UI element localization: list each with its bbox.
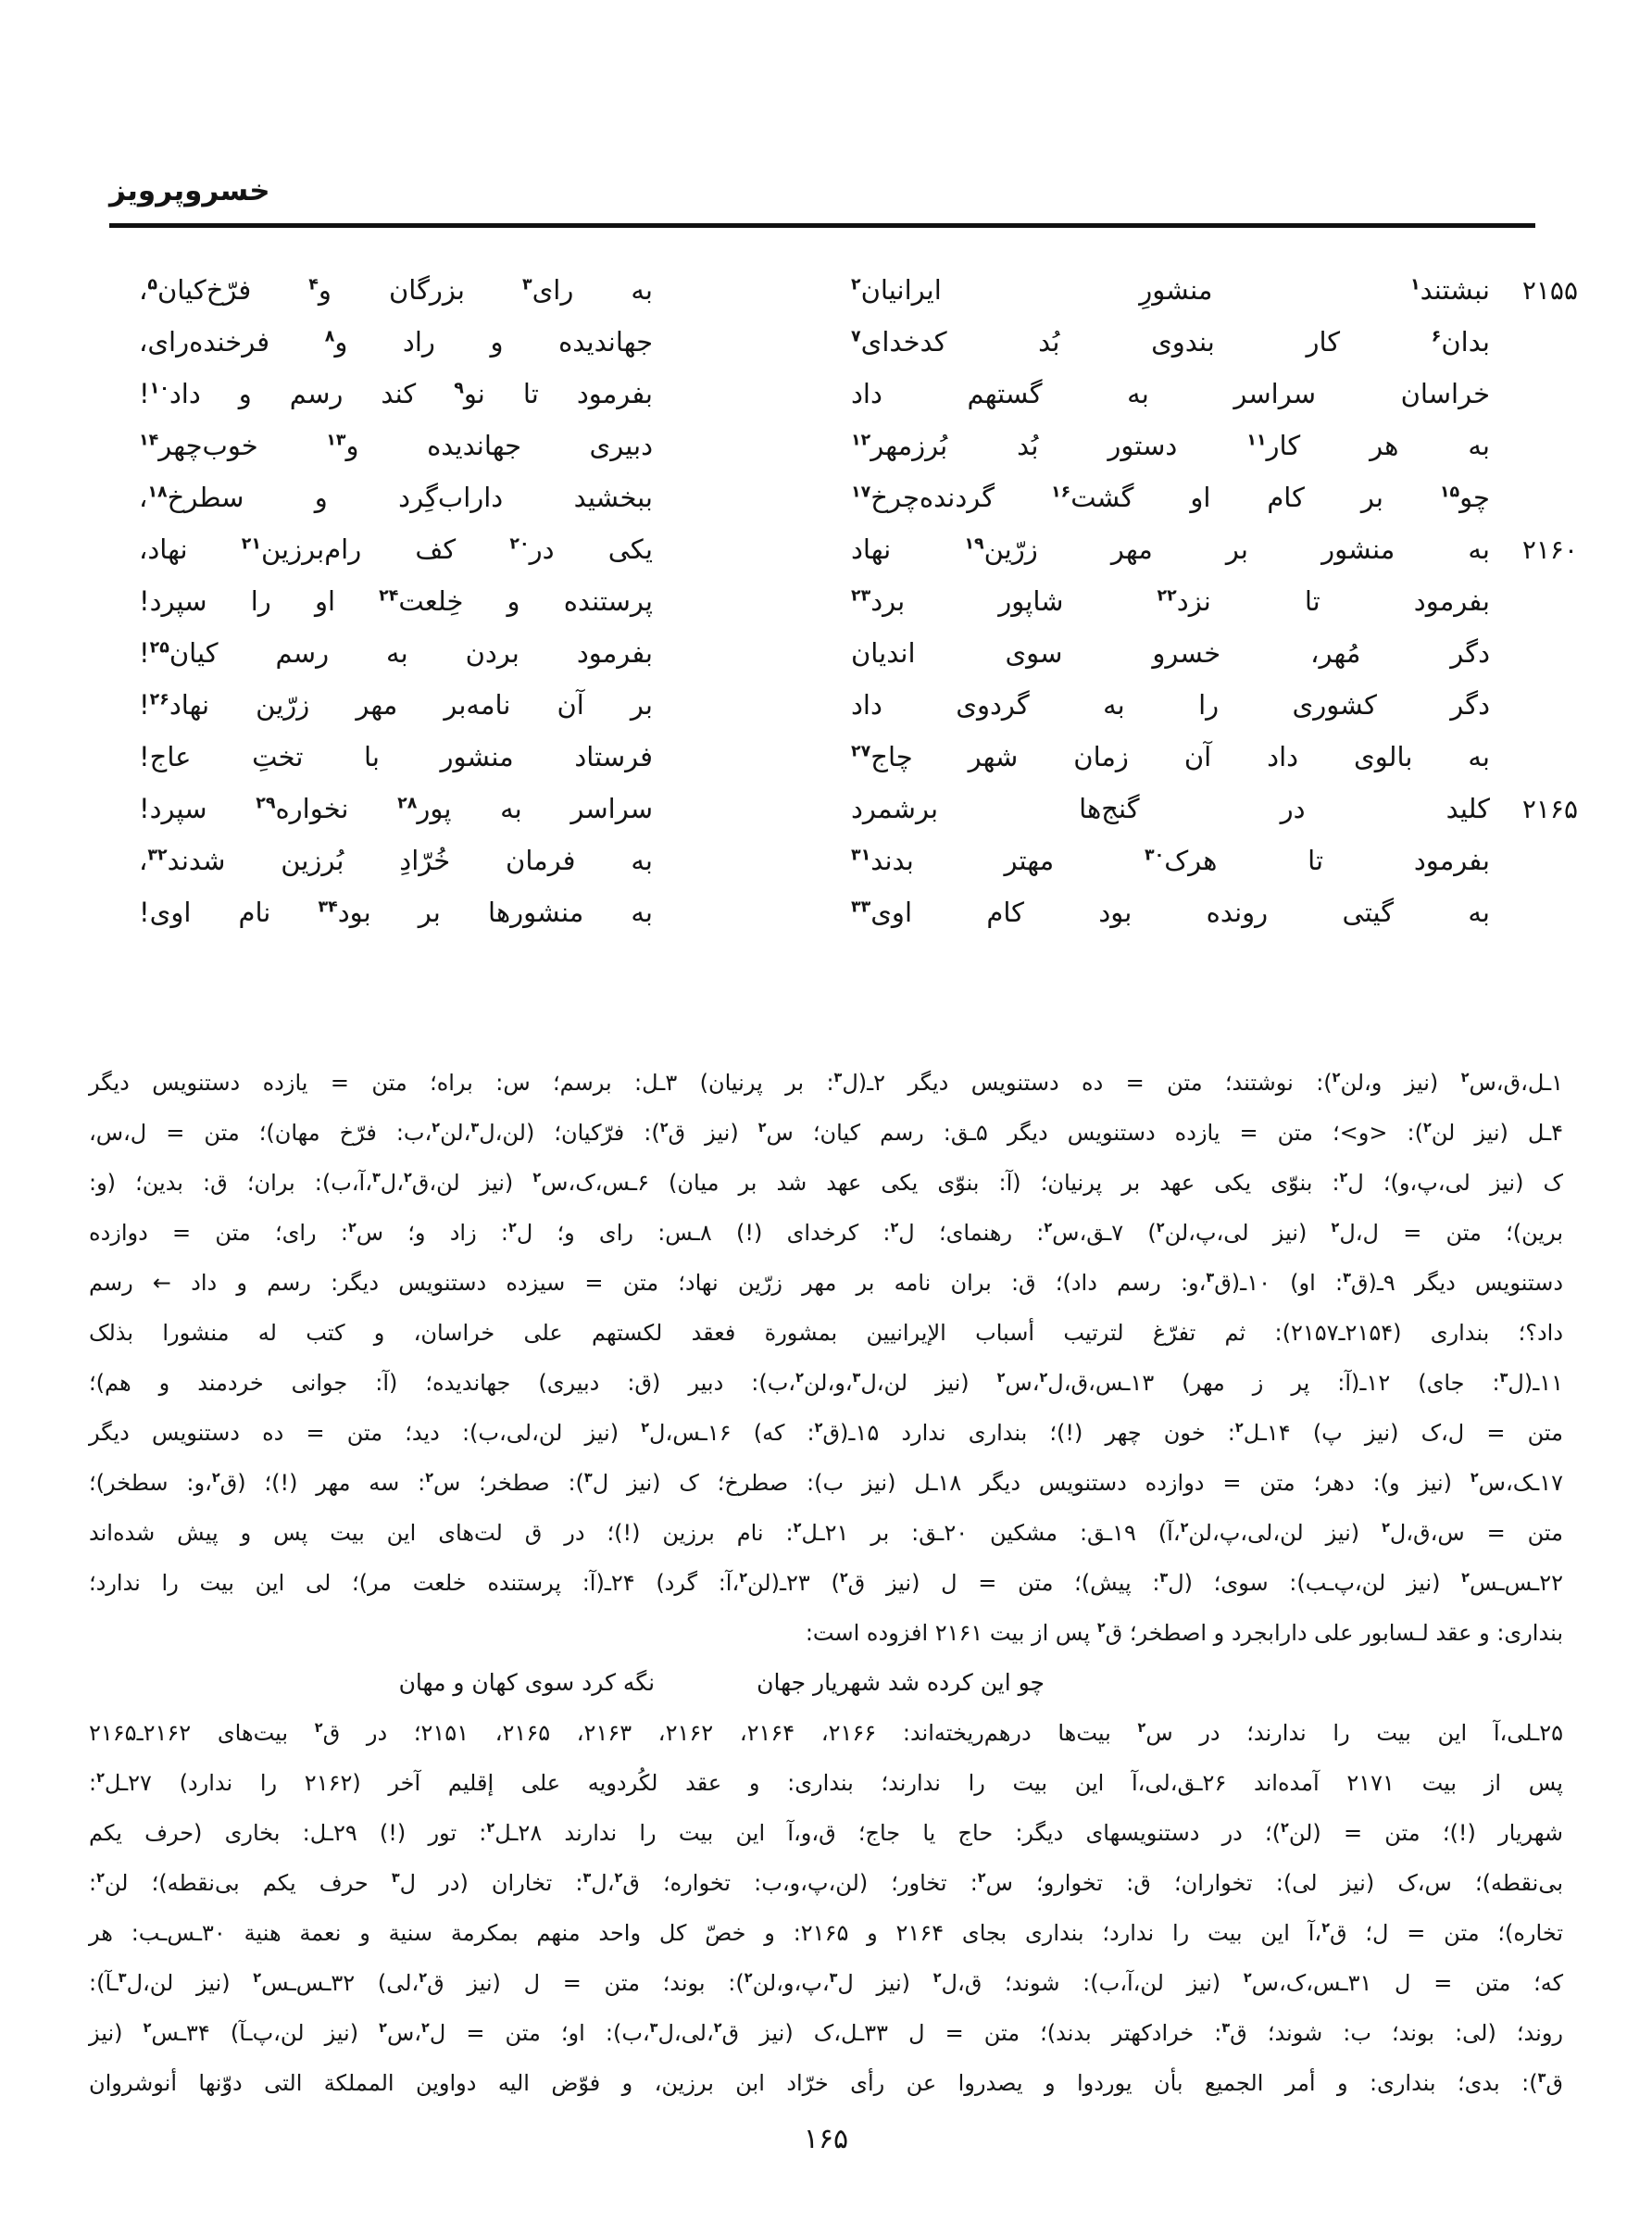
hemistich-left: به فرمان خُرّادِ بُرزین شدند$^{۳۲}$، bbox=[139, 845, 653, 876]
hemistich-right: کلید در گنج‌ها برشمرد bbox=[851, 793, 1490, 824]
footnote-line: شهریار (!)؛ متن = (لن$^۲$)؛ در دستنویسهای دیگر: حاج یا جاج؛ ق،و،آ این بیت را ندارند ۲۸ـل$^۲$: تور (!) ۲۹ـل: بخاری (حرف یکم bbox=[89, 1820, 1563, 1846]
couplet-row bbox=[139, 741, 1578, 793]
footnote-line: ق$^۳$): بدی؛ بنداری: و أمر الجمیع بأن یوردوا و یصدروا عن رأی خرّاد ابن برزین، و فوّض الیه دواوین المملکة التی دوّنها أنوشروان bbox=[89, 2070, 1563, 2096]
inserted-hemistich-right: چو این کرده شد شهریار جهان bbox=[757, 1669, 1045, 1696]
hemistich-right: به گیتی رونده بود کام اوی$^{۳۳}$ bbox=[851, 897, 1490, 928]
couplet-row bbox=[139, 326, 1578, 378]
footnote-line: برین)؛ متن = ل،ل$^۲$ (نیز لی،پ،لن$^۲$) ۷ـق،س$^۲$: رهنمای؛ ل$^۲$: کرخدای (!) ۸ـس: رای و؛ ل$^۲$: زاد و؛ س$^۲$: رای؛ متن = دوازده bbox=[89, 1220, 1563, 1246]
footnote-line: ۲۲ـس‌ـس$^۲$ (نیز لن،پ‌ـب): سوی؛ (ل$^۳$: پیش)؛ متن = ل (نیز ق$^۲$) ۲۳ـ(لن$^۲$،آ: گرد) ۲۴ـ(آ: پرستنده خلعت مر)؛ لی این بیت را ندارد؛ bbox=[89, 1570, 1563, 1596]
hemistich-left: دبیری جهاندیده و$^{۱۳}$ خوب‌چهر$^{۱۴}$ bbox=[139, 430, 653, 461]
poem-block bbox=[139, 274, 1578, 948]
couplet-row bbox=[139, 533, 1578, 585]
hemistich-left: بر آن نامه‌بر مهر زرّین نهاد$^{۲۶}$! bbox=[139, 689, 653, 721]
footnote-line: ک (نیز لی،پ،و)؛ ل$^۲$: بنوّی یکی عهد بر پرنیان؛ (آ: بنوّی یکی عهد شد بر میان) ۶ـس،ک،س$^۲$ (نیز لن،ق$^۲$،ل$^۳$،آ،ب): بران؛ ق: بدین؛ (و: bbox=[89, 1170, 1563, 1196]
page-number: ۱۶۵ bbox=[803, 2123, 849, 2155]
hemistich-right: به بالوی داد آن زمان شهر چاج$^{۲۷}$ bbox=[851, 741, 1490, 772]
footnote-line: بی‌نقطه)؛ س،ک (نیز لی): تخواران؛ ق: تخوارو؛ س$^۲$: تخاور؛ (لن،پ،و،ب: تخواره؛ ق$^۲$،ل$^۳$: تخاران (در ل$^۳$ حرف یکم بی‌نقطه)؛ لن$^۲$: bbox=[89, 1870, 1564, 1896]
footnote-line: که؛ متن = ل ۳۱ـس،ک،س$^۲$ (نیز لن،آ،ب): شوند؛ ق،ل$^۲$ (نیز ل$^۳$،پ،و،لن$^۲$): بوند؛ متن = ل (نیز ق$^۲$،لی) ۳۲ـس‌ـس$^۲$ (نیز لن،ل$^۳$ـآ): bbox=[89, 1970, 1563, 1996]
hemistich-right: دگر کشوری را به گردوی داد bbox=[851, 689, 1490, 721]
hemistich-right: چو$^{۱۵}$ بر کام او گشت$^{۱۶}$ گردنده‌چرخ$^{۱۷}$ bbox=[851, 482, 1490, 513]
hemistich-right: بدان$^۶$ کار بندوی بُد کدخدای$^۷$ bbox=[851, 326, 1490, 358]
hemistich-left: به منشورها بر بود$^{۳۴}$ نام اوی! bbox=[139, 897, 653, 928]
hemistich-left: بفرمود تا نو$^۹$ کند رسم و داد$^{۱۰}$! bbox=[139, 378, 653, 409]
hemistich-left: جهاندیده و راد و$^۸$ فرخنده‌رای، bbox=[139, 326, 653, 358]
hemistich-left: فرستاد منشور با تختِ عاج! bbox=[139, 741, 653, 772]
couplet-row bbox=[139, 585, 1578, 637]
running-head-title: خسروپرویز bbox=[109, 174, 270, 207]
hemistich-left: بفرمود بردن به رسم کیان$^{۲۵}$! bbox=[139, 637, 653, 669]
couplet-row bbox=[139, 637, 1578, 689]
critical-apparatus bbox=[89, 1058, 1563, 2108]
hemistich-left: یکی در$^{۲۰}$ کف رام‌برزین$^{۲۱}$ نهاد، bbox=[139, 533, 653, 565]
couplet-row bbox=[139, 378, 1578, 430]
hemistich-right: به هر کار$^{۱۱}$ دستور بُد بُرزمهر$^{۱۲}$ bbox=[851, 430, 1490, 461]
couplet-row bbox=[139, 897, 1578, 948]
hemistich-left: به رای$^۳$ بزرگان و$^۴$ فرّخ‌کیان$^۵$، bbox=[139, 274, 653, 306]
couplet-row bbox=[139, 274, 1578, 326]
hemistich-left: سراسر به پور$^{۲۸}$ نخواره$^{۲۹}$ سپرد! bbox=[139, 793, 653, 824]
hemistich-right: بفرمود تا نزد$^{۲۲}$ شاپور برد$^{۲۳}$ bbox=[851, 585, 1490, 617]
footnote-line: تخاره)؛ متن = ل؛ ق$^۲$،آ این بیت را ندارد؛ بنداری بجای ۲۱۶۴ و ۲۱۶۵: و خصّ کل واحد منهم بمکرمة سنیة و نعمة هنیة ۳۰ـس‌ـب: هر bbox=[89, 1920, 1563, 1946]
footnote-line: پس از بیت ۲۱۷۱ آمده‌اند ۲۶ـق،لی،آ این بیت را ندارند؛ بنداری: و عقد لکُردویه علی إقلیم آخر (۲۱۶۲ را ندارد) ۲۷ـل$^۲$: bbox=[89, 1770, 1563, 1796]
footnote-line: متن = س،ق،ل$^۲$ (نیز لن،لی،پ،لن$^۲$،آ) ۱۹ـق: مشکین ۲۰ـق: بر ۲۱ـل$^۲$: نام برزین (!)؛ در ق لت‌های این بیت پس و پیش شده‌اند bbox=[89, 1520, 1564, 1546]
hemistich-right: دگر مُهر، خسرو سوی اندیان bbox=[851, 637, 1490, 669]
verse-number: ۲۱۵۵ bbox=[1521, 275, 1578, 306]
hemistich-left: پرستنده و خِلعت$^{۲۴}$ او را سپرد! bbox=[139, 585, 653, 617]
couplet-row bbox=[139, 845, 1578, 897]
footnote-line: ۱۱ـ(ل$^۳$: جای) ۱۲ـ(آ: پر ز مهر) ۱۳ـس،ق،ل$^۲$،س$^۲$ (نیز لن،ل$^۳$،و،لن$^۲$،ب): دبیر (ق: دبیری) جهاندیده؛ (آ: جوانی خردمند و هم)؛ bbox=[89, 1370, 1564, 1396]
footnote-line: ۱ـل،ق،س$^۲$ (نیز و،لن$^۲$): نوشتند؛ متن = ده دستنویس دیگر ۲ـ(ل$^۳$: بر پرنیان) ۳ـل: برسم؛ س: براه؛ متن = یازده دستنویس دیگر bbox=[89, 1070, 1563, 1096]
footnote-line: ۲۵ـلی،آ این بیت را ندارند؛ در س$^۲$ بیت‌ها درهم‌ریخته‌اند: ۲۱۶۶، ۲۱۶۴، ۲۱۶۲، ۲۱۶۳، ۲۱۶۵، ۲۱۵۱؛ در ق$^۲$ بیت‌های ۲۱۶۲ـ۲۱۶۵ bbox=[89, 1720, 1564, 1746]
footnote-line: داد؟؛ بنداری (۲۱۵۴ـ۲۱۵۷): ثم تفرّغ لترتیب أسباب الإیرانیین بمشورة فعقد لکستهم علی خراسان، و کتب له منشورا بذلک bbox=[89, 1320, 1564, 1346]
hemistich-right: خراسان سراسر به گستهم داد bbox=[851, 378, 1490, 409]
footnote-line: ۴ـل (نیز لن$^۲$): <و>؛ متن = یازده دستنویس دیگر ۵ـق: رسم کیان؛ س$^۲$ (نیز ق$^۲$): فرّکیان؛ (لن،ل$^۳$،لن$^۲$،ب: فرّخ مهان)؛ متن = ل،س، bbox=[89, 1120, 1563, 1146]
hemistich-right: نبشتند$^۱$ منشورِ ایرانیان$^۲$ bbox=[851, 274, 1490, 306]
couplet-row bbox=[139, 482, 1578, 533]
hemistich-left: ببخشید داراب‌گِرد و سطرخ$^{۱۸}$، bbox=[139, 482, 653, 513]
inserted-hemistich-left: نگه کرد سوی کهان و مهان bbox=[398, 1669, 656, 1696]
hemistich-right: به منشور بر مهر زرّین$^{۱۹}$ نهاد bbox=[851, 533, 1490, 565]
inserted-couplet bbox=[89, 1658, 1563, 1708]
footnote-line: دستنویس دیگر ۹ـ(ق$^۳$: او) ۱۰ـ(ق$^۳$،و: رسم داد)؛ ق: بران نامه بر مهر زرّین نهاد؛ متن = سیزده دستنویس دیگر: رسم و داد ← رسم bbox=[89, 1270, 1564, 1296]
couplet-row bbox=[139, 793, 1578, 845]
couplet-row bbox=[139, 430, 1578, 482]
verse-number: ۲۱۶۵ bbox=[1521, 794, 1578, 824]
hemistich-right: بفرمود تا هرک$^{۳۰}$ مهتر بدند$^{۳۱}$ bbox=[851, 845, 1490, 876]
verse-number: ۲۱۶۰ bbox=[1521, 534, 1578, 565]
footnote-insert-intro: بنداری: و عقد لـسابور علی دارابجرد و اصطخر؛ ق$^۲$ پس از بیت ۲۱۶۱ افزوده است: bbox=[805, 1620, 1563, 1646]
header-rule bbox=[109, 223, 1535, 228]
footnote-line: ۱۷ـک،س$^۲$ (نیز و): دهر؛ متن = دوازده دستنویس دیگر ۱۸ـل (نیز ب): صطرخ؛ ک (نیز ل$^۳$): صطخر؛ س$^۲$: سه مهر (!)؛ (ق$^۲$،و: سطخر)؛ bbox=[89, 1470, 1563, 1496]
footnote-line: متن = ل،ک (نیز پ) ۱۴ـل$^۲$: خون چهر (!)؛ بنداری ندارد ۱۵ـ(ق$^۲$: که) ۱۶ـس،ل$^۲$ (نیز لن،لی،ب): دید؛ متن = ده دستنویس دیگر bbox=[89, 1420, 1563, 1446]
couplet-row bbox=[139, 689, 1578, 741]
footnote-line: روند؛ (لی: بوند؛ ب: شوند؛ ق$^۳$: خرادکهتر بدند)؛ متن = ل ۳۳ـل،ک (نیز ق$^۲$،لی،ل$^۳$،ب): او؛ متن = ل$^۲$،س$^۲$ (نیز لن،پ‌ـآ) ۳۴ـس$^۲$ (نیز bbox=[89, 2020, 1564, 2046]
